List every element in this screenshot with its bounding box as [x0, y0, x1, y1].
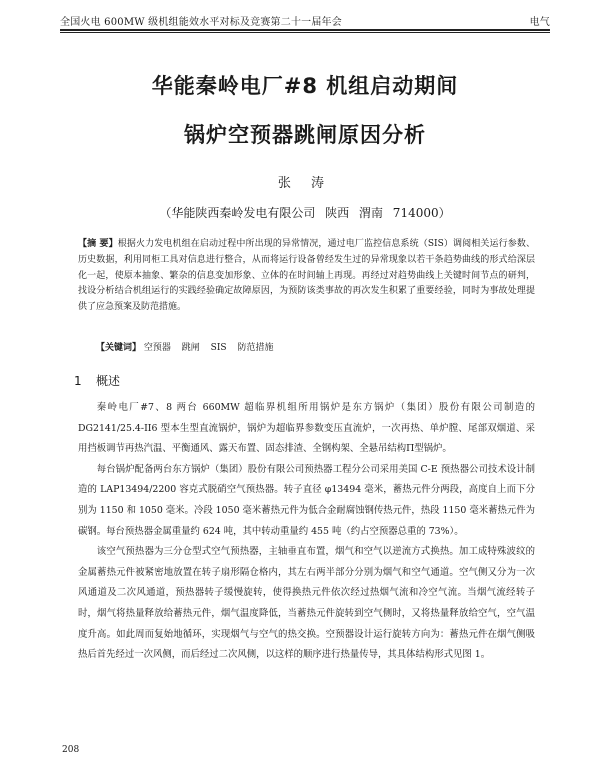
author-name: 张 涛	[277, 176, 333, 191]
page-number: 208	[62, 745, 80, 755]
header-rule-thick	[60, 29, 550, 31]
running-header	[60, 10, 550, 28]
body-paragraph: 秦岭电厂#7、8 两台 660MW 超临界机组所用锅炉是东方锅炉（集团）股份有限公司制造的 DG2141/25.4-II6 型本生型直流锅炉，锅炉为超临界参数变压直流炉，一次再热、单炉膛、尾部双烟道、采用挡板调节再热汽温、平衡通风、露天布置、固态排渣、全钢构架、全悬吊结构Π型锅炉。	[78, 402, 535, 455]
keywords-label: 【关键词】	[96, 343, 142, 353]
abstract	[78, 237, 535, 316]
section-heading	[74, 372, 120, 389]
title-line-2: 锅炉空预器跳闸原因分析	[184, 123, 426, 147]
keyword: SIS	[210, 343, 227, 353]
author-affiliation: （华能陕西秦岭发电有限公司 陕西 渭南 714000）	[159, 206, 451, 220]
body-paragraph: 该空气预热器为三分仓型式空气预热器，主轴垂直布置，烟气和空气以逆流方式换热。加工成特殊波纹的金属蓄热元件被紧密地放置在转子扇形隔仓格内，其左右两半部分分别为烟气和空气通道。空气侧又分为一次风通道及二次风通道，预热器转子缓慢旋转，使得换热元件依次经过热烟气流和冷空气流。当烟气流经转子时，烟气将热量释放给蓄热元件，烟气温度降低，当蓄热元件旋转到空气侧时，又将热量释放给空气，空气温度升高。如此周而复始地循环，实现烟气与空气的热交换。空预器设计运行旋转方向为：蓄热元件在烟气侧吸热后首先经过一次风侧，而后经过二次风侧，以这样的顺序进行热量传导，其具体结构形式见图 1。	[78, 546, 535, 661]
abstract-text: 根据火力发电机组在启动过程中所出现的异常情况，通过电厂监控信息系统（SIS）调阅相关运行参数、历史数据，利用同柜工具对信息进行整合，从而将运行设备曾经发生过的异常现象以若干条趋势曲线的形式给深层化一起，使原本抽象、繁杂的信息变加形象、立体的在时间轴上再现。再经过对趋势曲线上关键时间节点的研判，找设分析结合机组运行的实践经验确定故障原因，为预防该类事故的再次发生积累了重要经验，同时为事故处理提供了应急预案及防范措施。	[78, 239, 535, 313]
header-category: 电气	[529, 17, 550, 28]
keywords	[96, 340, 273, 353]
header-rule-thin	[60, 32, 550, 33]
header-conference: 全国火电 600MW 级机组能效水平对标及竞赛第二十一届年会	[60, 17, 342, 28]
keyword: 防范措施	[237, 343, 274, 353]
body-text	[78, 398, 535, 666]
abstract-label: 【摘 要】	[78, 239, 118, 249]
body-paragraph: 每台锅炉配备两台东方锅炉（集团）股份有限公司预热器工程分公司采用美国 C-E 预热器公司技术设计制造的 LAP13494/2200 容克式脱硝空气预热器。转子直径 φ13494 毫米，蓄热元件分两段，高度自上而下分别为 1150 和 1050 毫米。冷段 1050 毫米蓄热元件为低合金耐腐蚀钢传热元件，热段 1150 毫米蓄热元件为碳钢。每台预热器金属重量约 624 吨，其中转动重量约 455 吨（约占空预器总重的 73%）。	[78, 463, 535, 537]
section-number: 1	[74, 374, 82, 388]
keyword: 跳闸	[181, 343, 200, 353]
title-line-1: 华能秦岭电厂#8 机组启动期间	[151, 74, 459, 98]
keyword: 空预器	[143, 343, 171, 353]
section-title: 概述	[96, 374, 121, 388]
